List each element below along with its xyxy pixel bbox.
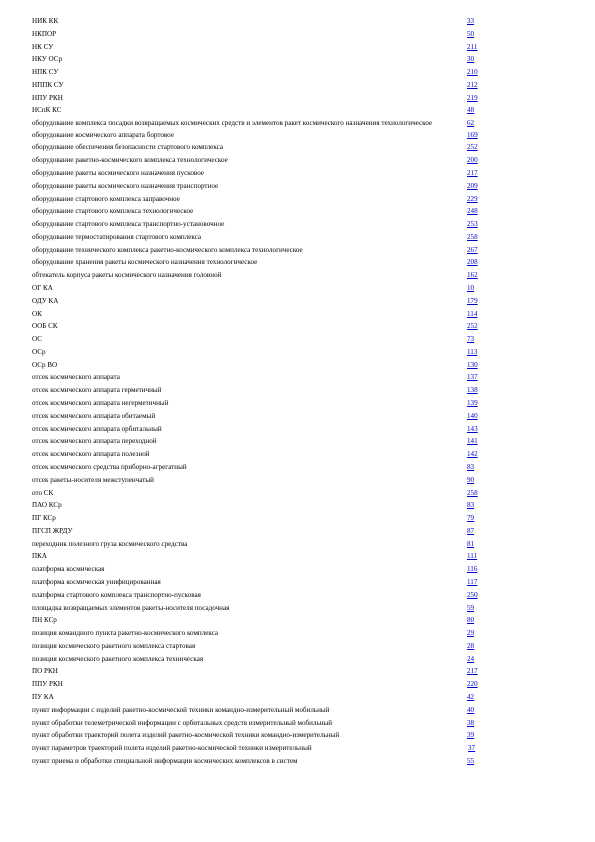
index-term: отсек космического аппарата негерметичный [32,399,169,408]
page-link[interactable]: 211 [467,42,478,51]
page-link[interactable]: 90 [467,475,475,484]
index-term: оборудование обеспечения безопасности стартового комплекса [32,143,223,152]
index-entry [32,744,552,752]
page-link[interactable]: 48 [467,106,475,115]
index-term: ПО РКН [32,667,58,676]
page-link[interactable]: 24 [467,654,475,663]
index-term: пункт приема и обработки специальной информации космических комплексов в систем [32,756,298,765]
page-link[interactable]: 59 [467,603,475,612]
page-link[interactable]: 114 [467,309,478,318]
index-term: оборудование хранения ракеты космического назначения технологическое [32,258,258,267]
index-term: ПУ КА [32,693,54,702]
index-term: НКУ ОСр [32,55,62,64]
index-entry [32,297,552,305]
page-link[interactable]: 40 [467,705,475,714]
index-term: ОСр [32,347,46,356]
page-link[interactable]: 209 [467,181,478,190]
page-link[interactable]: 113 [467,347,478,356]
index-entry [32,94,552,102]
index-term: пункт информации с изделий ракетно-космической техники командно-измерительный мобильный [32,705,330,714]
index-entry [32,489,552,497]
page-link[interactable]: 200 [467,156,478,165]
index-entry [32,578,552,586]
index-term: ОГ КА [32,284,53,293]
page-link[interactable]: 169 [467,130,478,139]
index-term: ОС [32,335,42,344]
index-term: НПК СУ [32,68,59,77]
index-entry [32,361,552,369]
page-link[interactable]: 139 [467,399,478,408]
index-entry [32,425,552,433]
page-link[interactable]: 250 [467,590,478,599]
index-term: оборудование технического комплекса ракетно-космического комплекса технологическое [32,245,303,254]
page-link[interactable]: 141 [467,437,478,446]
index-entry [32,246,552,254]
page-link[interactable]: 117 [467,577,478,586]
index-entry [32,131,552,139]
index-term: НКПОР [32,29,57,38]
page-link[interactable]: 212 [467,80,478,89]
index-term: НИК КК [32,17,59,25]
index-term: ОСр ВО [32,360,58,369]
page-link[interactable]: 29 [467,629,475,638]
page-link[interactable]: 83 [467,462,475,471]
index-term: ОДУ КА [32,296,59,305]
index-term: платформа стартового комплекса транспортно-пусковая [32,590,201,599]
index-term: ОК [32,309,42,318]
index-term: ото СК [32,488,54,497]
index-term: ПКА [32,552,47,561]
page-link[interactable]: 39 [467,731,475,740]
page-link[interactable]: 219 [467,93,478,102]
index-entry [32,30,552,38]
index-entry [32,68,552,76]
index-term: оборудование ракетно-космического комплекса технологическое [32,156,228,165]
index-entry [32,169,552,177]
page-link[interactable]: 42 [467,693,475,702]
index-entry [32,106,552,114]
index-term: отсек космического аппарата орбитальный [32,424,162,433]
index-entry [32,43,552,51]
index-term: оборудование космического аппарата бортовое [32,130,174,139]
abbreviation-index [32,17,552,770]
index-term: площадка возвращаемых элементов ракеты-носителя посадочная [32,603,230,612]
index-entry [32,399,552,407]
index-term: отсек космического аппарата полезной [32,450,150,459]
page-link[interactable]: 258 [467,232,478,241]
index-entry [32,373,552,381]
index-entry [32,119,552,127]
index-entry [32,143,552,151]
index-entry [32,552,552,560]
page-link[interactable]: 258 [467,488,478,497]
index-entry [32,706,552,714]
index-entry [32,629,552,637]
index-term: позиция космического ракетного комплекса стартовая [32,641,196,650]
index-entry [32,680,552,688]
index-term: обтекатель корпуса ракеты космического назначения головной [32,271,222,280]
index-term: отсек космического аппарата герметичный [32,386,162,395]
index-term: отсек космического аппарата [32,373,120,382]
index-entry [32,719,552,727]
index-term: отсек ракеты-носителя межступенчатый [32,475,154,484]
index-term: НК СУ [32,42,54,51]
index-term: ПН КСр [32,616,57,625]
index-term: ООБ СК [32,322,58,331]
index-term: ППУ РКН [32,680,63,689]
page-link[interactable]: 229 [467,194,478,203]
page-link[interactable]: 179 [467,296,478,305]
index-term: оборудование комплекса посадки возвращаемых космических средств и элементов ракет космического назначения технологическое [32,119,433,128]
index-entry [32,233,552,241]
page-link[interactable]: 130 [467,360,478,369]
page-link[interactable]: 87 [467,526,475,535]
index-term: отсек космического аппарата переходной [32,437,157,446]
index-entry [32,195,552,203]
index-entry [32,348,552,356]
index-term: платформа космическая [32,565,105,574]
index-term: оборудование стартового комплекса транспортно-установочное [32,220,225,229]
index-term: НПУ РКН [32,93,63,102]
index-term: переходник полезного груза космического средства [32,539,188,548]
page-link[interactable]: 252 [467,322,478,331]
index-entry [32,591,552,599]
index-entry [32,284,552,292]
page-link[interactable]: 217 [467,168,478,177]
index-entry [32,642,552,650]
page-link[interactable]: 116 [467,565,478,574]
page-link[interactable]: 142 [467,450,478,459]
page-link[interactable]: 79 [467,514,475,523]
index-term: платформа космическая унифицированная [32,577,161,586]
index-entry [32,310,552,318]
index-entry [32,322,552,330]
index-term: НСпК КС [32,106,62,115]
page-link[interactable]: 81 [467,539,475,548]
page-link[interactable]: 30 [467,55,475,64]
index-entry [32,693,552,701]
index-entry [32,616,552,624]
page-link[interactable]: 253 [467,220,478,229]
index-entry [32,757,552,765]
index-entry [32,335,552,343]
page-link[interactable]: 10 [467,284,475,293]
page-link[interactable]: 83 [467,501,475,510]
index-term: пункт параметров траекторий полета изделий ракетно-космической техники измерительный [32,744,312,753]
index-entry [32,17,552,25]
index-term: оборудование стартового комплекса заправочное [32,194,180,203]
index-term: оборудование стартового комплекса технологическое [32,207,194,216]
index-term: позиция командного пункта ракетно-космического комплекса [32,629,219,638]
index-entry [32,476,552,484]
index-term: оборудование ракеты космического назначения транспортное [32,181,219,190]
index-term: НППК СУ [32,80,64,89]
page-link[interactable]: 267 [467,245,478,254]
page-link[interactable]: 217 [467,667,478,676]
index-entry [32,156,552,164]
index-entry [32,527,552,535]
page-link[interactable]: 210 [467,68,478,77]
index-entry [32,655,552,663]
index-entry [32,81,552,89]
page-link[interactable]: 28 [467,641,475,650]
page-link[interactable]: 38 [467,718,475,727]
page-link[interactable]: 252 [467,143,478,152]
index-term: ПГ КСр [32,514,56,523]
page-link[interactable]: 73 [467,335,475,344]
page-link[interactable]: 55 [467,756,475,765]
index-entry [32,412,552,420]
page-link[interactable]: 50 [467,29,475,38]
page-link[interactable]: 162 [467,271,478,280]
index-entry [32,271,552,279]
page-link[interactable]: 80 [467,616,475,625]
index-term: ПАО КСр [32,501,62,510]
index-entry [32,540,552,548]
index-entry [32,207,552,215]
page-link[interactable]: 220 [467,680,478,689]
index-entry [32,450,552,458]
page-link[interactable]: 138 [467,386,478,395]
index-entry [32,220,552,228]
index-term: оборудование ракеты космического назначения пусковое [32,168,205,177]
index-term: пункт обработки траекторий полета изделий ракетно-космической техники командно-измерительный [32,731,340,740]
page-link[interactable]: 62 [467,119,475,128]
index-entry [32,514,552,522]
index-entry [32,731,552,739]
page-link[interactable]: 208 [467,258,478,267]
index-term: пункт обработки телеметрической информации с орбитальных средств измерительный мобильный [32,718,333,727]
index-entry [32,604,552,612]
index-entry [32,55,552,63]
page-link[interactable]: 37 [468,744,476,753]
index-entry [32,258,552,266]
index-entry [32,386,552,394]
index-entry [32,463,552,471]
page-link[interactable]: 33 [467,17,475,25]
index-term: оборудование термостатирования стартового комплекса [32,232,202,241]
index-term: позиция космического ракетного комплекса техническая [32,654,204,663]
index-entry [32,565,552,573]
page-link[interactable]: 143 [467,424,478,433]
page-link[interactable]: 248 [467,207,478,216]
page-link[interactable]: 137 [467,373,478,382]
index-entry [32,182,552,190]
index-entry [32,437,552,445]
index-term: ПГСП ЖРДУ [32,526,73,535]
index-term: отсек космического средства приборно-агрегатный [32,462,187,471]
index-entry [32,501,552,509]
index-entry [32,667,552,675]
index-term: отсек космического аппарата обитаемый [32,411,156,420]
page-link[interactable]: 111 [467,552,478,561]
page-link[interactable]: 140 [467,411,478,420]
